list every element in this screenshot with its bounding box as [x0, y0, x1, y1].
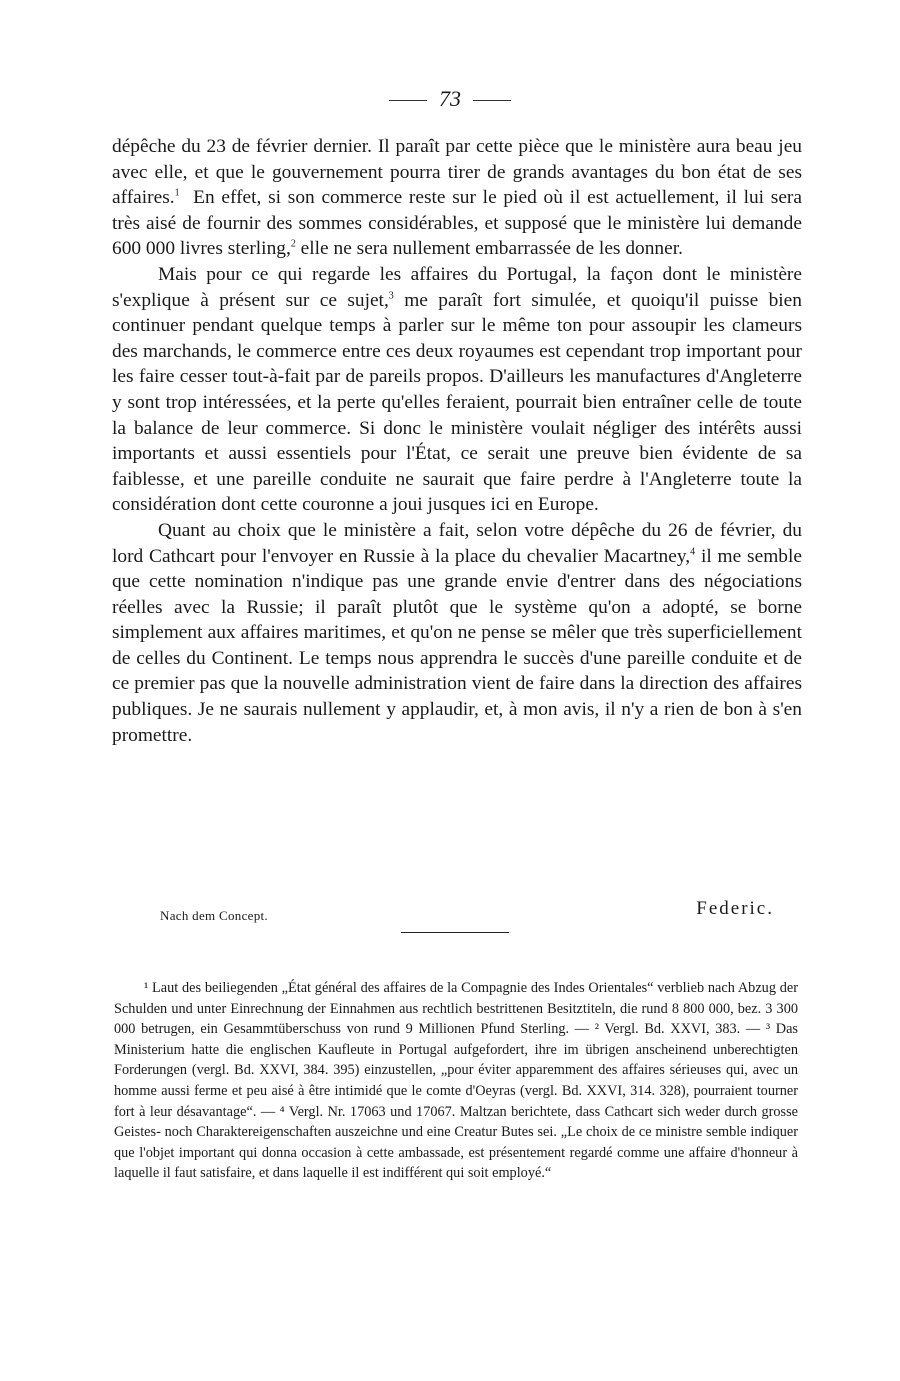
footnote-ref-4[interactable]: 4 [690, 546, 696, 558]
header-dash-right [473, 100, 511, 101]
paragraph-1-part-b: En effet, si son commerce reste sur le pied où il est actuellement, il lui sera très aisé de fournir des sommes considérables, et supposé que le ministère lui demande 600 000 livres sterling, [112, 187, 802, 260]
paragraph-1-part-c: elle ne sera nullement embarrassée de les donner. [300, 238, 683, 260]
paragraph-1 [112, 134, 802, 262]
paragraph-2-part-b: me paraît fort simulée, et quoiqu'il puisse bien continuer pendant quelque temps à parler sur le même ton pour assoupir les clameurs des marchands, le commerce entre ces deux royaumes est cependant trop important pour les faire cesser tout-à-fait par de pareils propos. D'ailleurs les manufactures d'Angleterre y sont trop intéressées, et la perte qu'elles feraient, pourrait bien entraîner celle de toute la balance de leur commerce. Si donc le ministère voulait négliger des intérêts aussi importants et aussi essentiels pour l'État, ce serait une preuve bien évidente de sa faiblesse, et une pareille conduite ne saurait que faire perdre à l'Angleterre toute la considération dont cette couronne a joui jusques ici en Europe. [112, 289, 802, 516]
page-header [0, 86, 900, 112]
paragraph-3-part-b: il me semble que cette nomination n'indique pas une grande envie d'entrer dans des négociations réelles avec la Russie; il paraît plutôt que le système qu'on a adopté, se borne simplement aux affaires maritimes, et qu'on ne pense se mêler que très superficiellement de celles du Continent. Le temps nous apprendra le succès d'une pareille conduite et de ce premier pas que la nouvelle administration vient de faire dans la direction des affaires publiques. Je ne saurais nullement y applaudir, et, à mon avis, il n'y a rien de bon à s'en promettre. [112, 545, 802, 746]
paragraph-1-part-a: dépêche du 23 de février dernier. Il paraît par cette pièce que le ministère aura beau jeu avec elle, et que le gouvernement pourra tirer de grands avantages du bon état de ses affaires. [112, 136, 802, 209]
footnote-block: ¹ Laut des beiliegenden „État général des affaires de la Compagnie des Indes Orientales“ verblieb nach Abzug der Schulden und unter Einrechnung der Einnahmen aus rechtlich bestrittenen Besitztiteln, die rund 8 800 000, bez. 3 300 000 betrugen, ein Gesammtüberschuss von rund 9 Millionen Pfund Sterling. — ² Vergl. Bd. XXVI, 383. — ³ Das Ministerium hatte die englischen Kaufleute in Portugal aufgefordert, ihre im übrigen anscheinend unberechtigten Forderungen (vergl. Bd. XXVI, 384. 395) einzustellen, „pour éviter apparemment des affaires sérieuses qui, avec un homme aussi ferme et peu aisé à être intimidé que le comte d'Oeyras (vergl. Bd. XXVI, 314. 328), pourraient tourner fort à leur désavantage“. — ⁴ Vergl. Nr. 17063 und 17067. Maltzan berichtete, dass Cathcart sich weder durch grosse Geistes- noch Charaktereigenschaften auszeichne und eine Creatur Butes sei. „Le choix de ce ministre semble indiquer que l'objet important qui donna occasion à cette ambassade, est présentement regardé comme une affaire d'honneur à laquelle il faut satisfaire, et dans laquelle il est indifférent qui soit employé.“ [114, 980, 798, 1182]
signature: Federic. [696, 898, 774, 919]
paragraph-2-part-a: Mais pour ce qui regarde les affaires du Portugal, la façon dont le ministère s'explique à présent sur ce sujet, [112, 263, 802, 311]
source-note: Nach dem Concept. [160, 908, 268, 923]
paragraph-3-part-a: Quant au choix que le ministère a fait, selon votre dépêche du 26 de février, du lord Cathcart pour l'envoyer en Russie à la place du chevalier Macartney, [112, 519, 802, 567]
footnote-divider [401, 932, 509, 933]
footnote-ref-2[interactable]: 2 [290, 238, 296, 250]
main-text [112, 134, 802, 748]
footnote-ref-3[interactable]: 3 [388, 290, 394, 302]
header-dash-left [389, 100, 427, 101]
paragraph-3 [112, 518, 802, 748]
footnotes [114, 978, 798, 1184]
closing-row [112, 898, 802, 928]
page-number: 73 [439, 86, 461, 111]
footnote-ref-1[interactable]: 1 [174, 187, 180, 199]
paragraph-2 [112, 262, 802, 518]
